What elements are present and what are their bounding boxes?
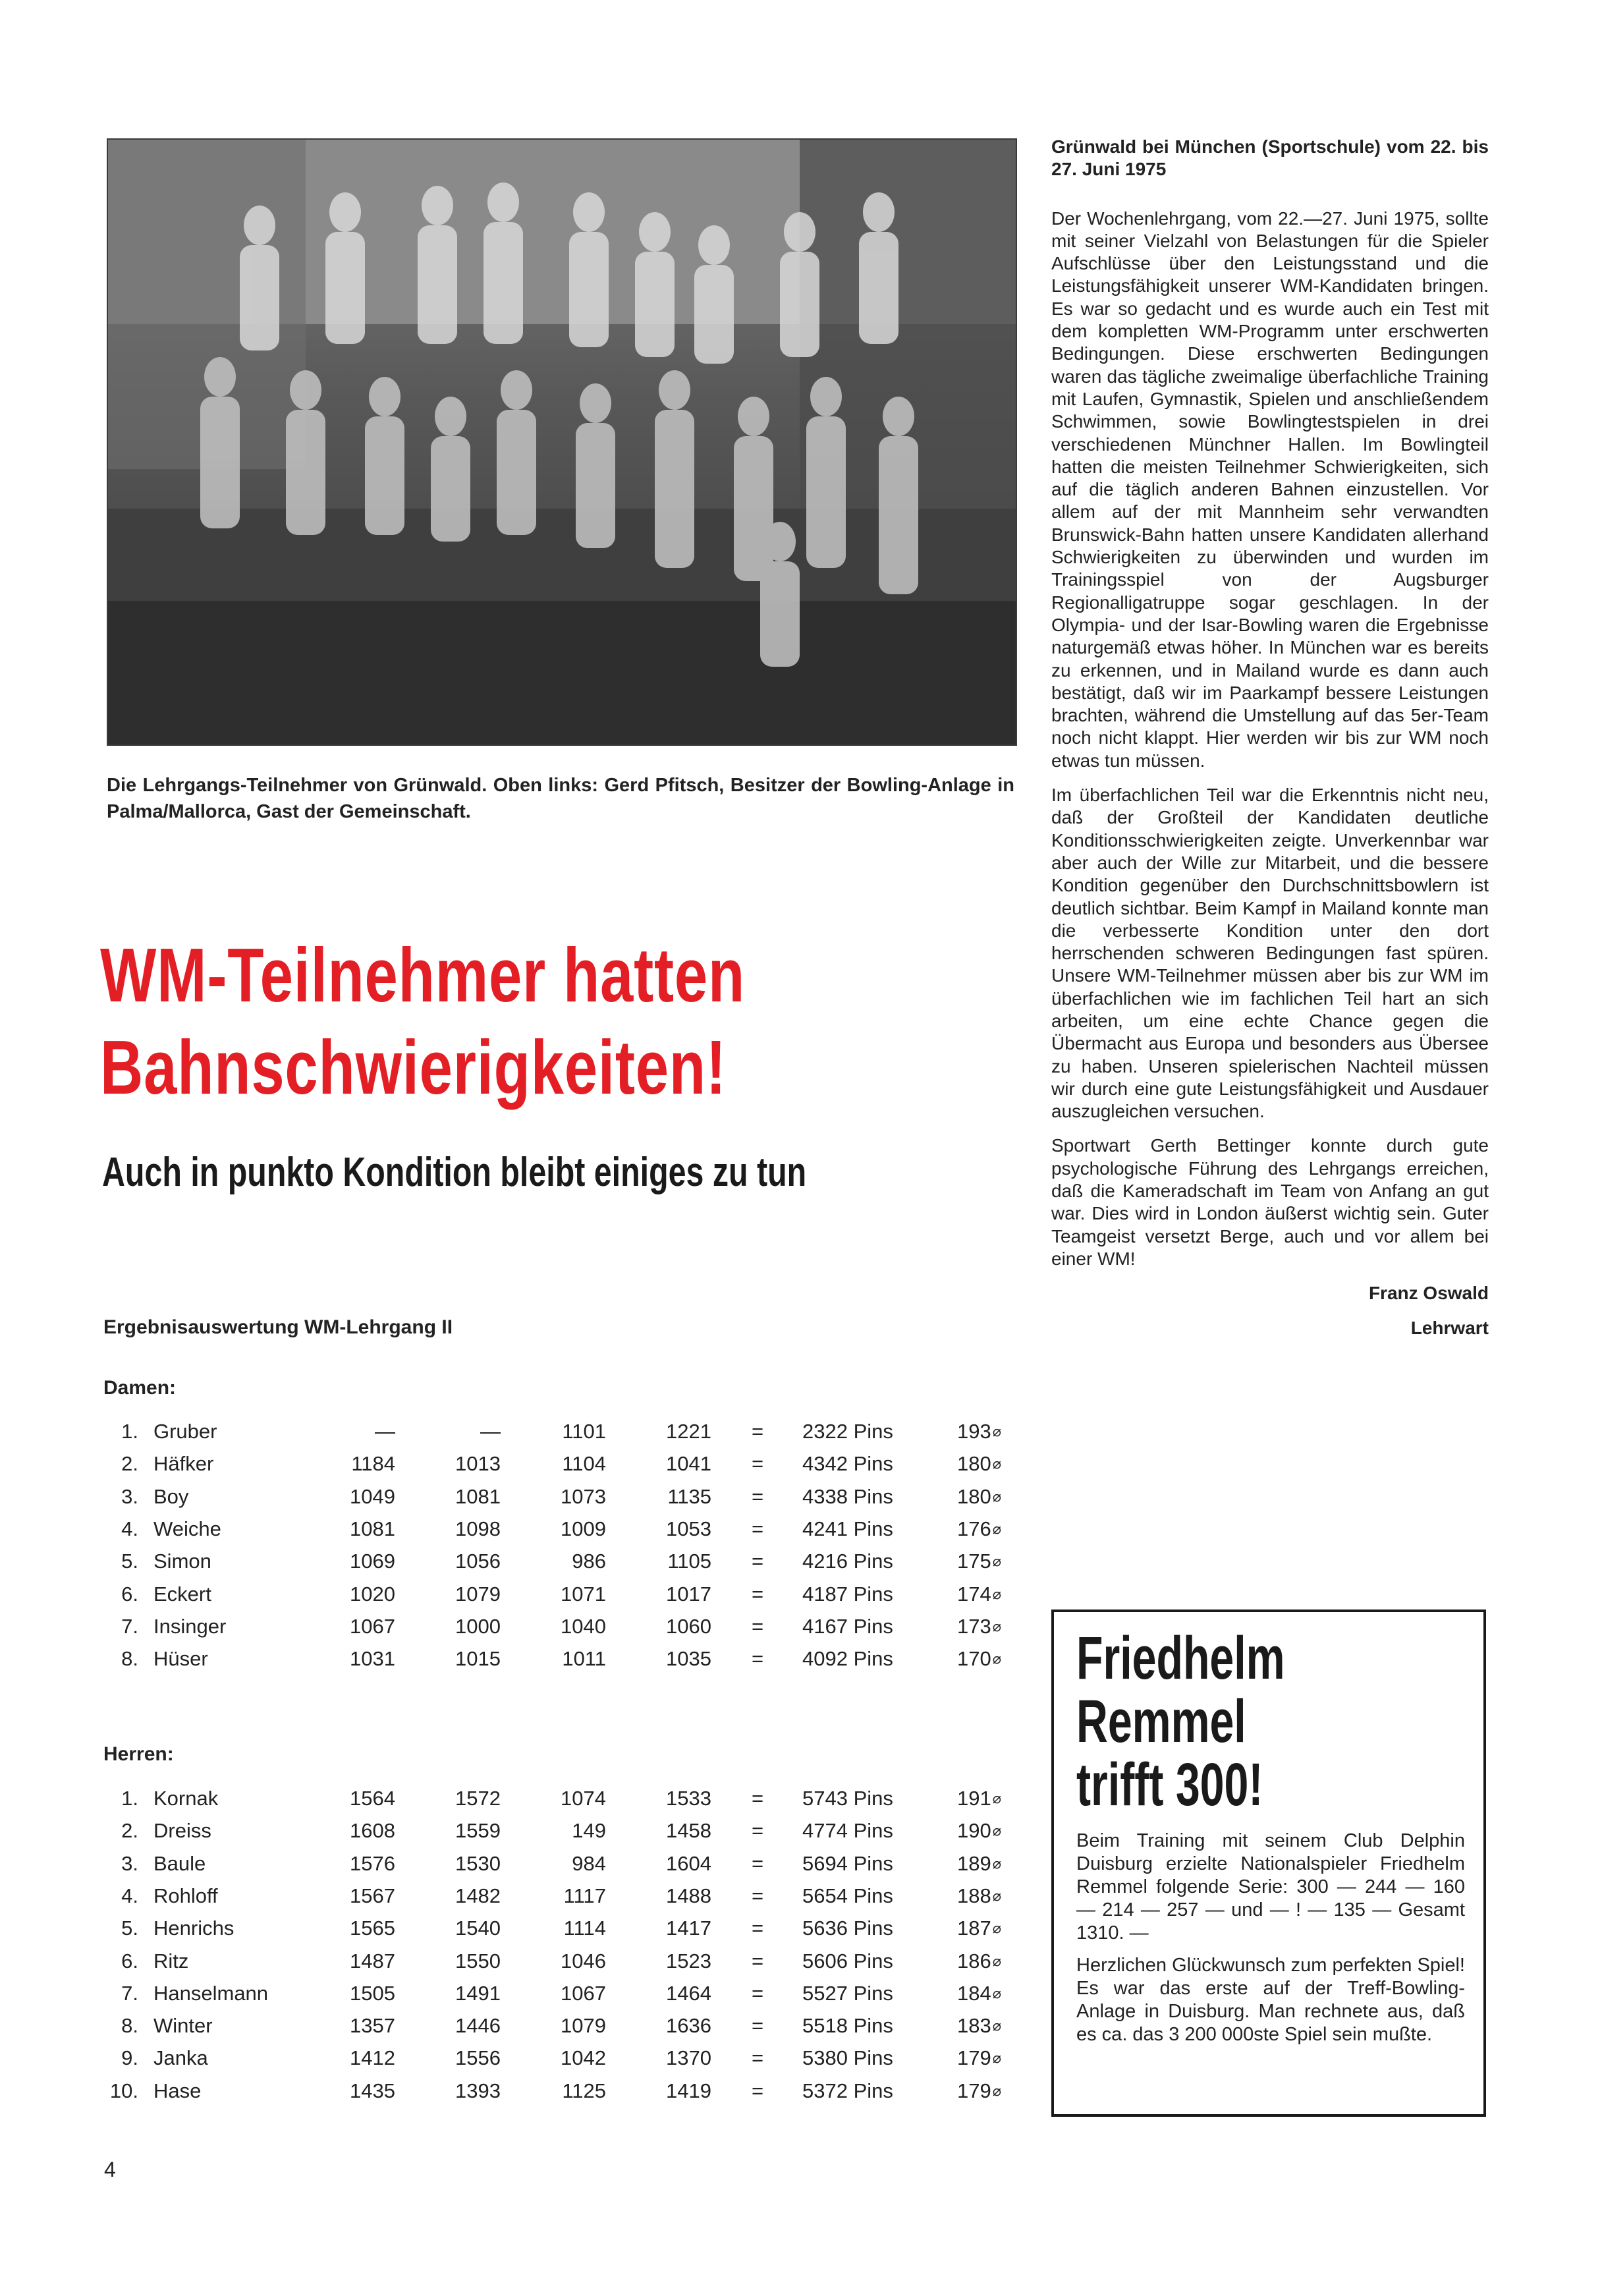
- cell-avg: [935, 1420, 1001, 1443]
- avg-value: 187: [957, 1917, 991, 1940]
- cell-r4: 1523: [666, 1949, 711, 1973]
- remmel-box: [1051, 1610, 1486, 2117]
- cell-r3: 1067: [561, 1981, 606, 2005]
- cell-eq: =: [751, 1787, 764, 1810]
- cell-r3: 1011: [562, 1647, 606, 1671]
- article-heading: Grünwald bei München (Sportschule) vom 22. bis 27. Juni 1975: [1051, 136, 1489, 180]
- cell-eq: =: [751, 1819, 764, 1843]
- cell-r4: 1221: [666, 1420, 711, 1443]
- cell-r4: 1035: [666, 1647, 711, 1671]
- cell-eq: =: [751, 2014, 764, 2038]
- cell-r4: 1636: [666, 2014, 711, 2038]
- cell-r2: 1013: [455, 1452, 501, 1476]
- cell-r3: 1117: [563, 1884, 606, 1907]
- cell-name: Janka: [153, 2046, 208, 2070]
- avg-value: 174: [957, 1582, 991, 1606]
- cell-r3: 1071: [561, 1582, 606, 1606]
- average-icon: ⌀: [992, 2017, 1001, 2034]
- cell-eq: =: [751, 1981, 764, 2005]
- cell-name: Hanselmann: [153, 1981, 269, 2005]
- cell-r3: 1101: [562, 1420, 606, 1443]
- cell-total: 5694 Pins: [802, 1851, 893, 1875]
- avg-value: 183: [957, 2014, 991, 2038]
- table-row: [0, 1819, 1028, 1851]
- cell-eq: =: [751, 2079, 764, 2102]
- cell-r3: 1104: [562, 1452, 606, 1476]
- cell-r1: 1564: [350, 1787, 395, 1810]
- cell-rank: 1.: [121, 1420, 138, 1443]
- avg-value: 190: [957, 1819, 991, 1843]
- cell-rank: 8.: [121, 1647, 138, 1671]
- cell-rank: 6.: [121, 1582, 138, 1606]
- group-photo: [107, 138, 1017, 746]
- cell-avg: [935, 1949, 1001, 1973]
- cell-total: 5654 Pins: [802, 1884, 893, 1907]
- cell-name: Ritz: [153, 1949, 189, 1973]
- cell-rank: 8.: [121, 2014, 138, 2038]
- cell-r2: 1491: [455, 1981, 501, 2005]
- cell-r1: 1031: [350, 1647, 395, 1671]
- cell-avg: [935, 1884, 1001, 1908]
- cell-r1: 1049: [350, 1484, 395, 1508]
- cell-total: 5606 Pins: [802, 1949, 893, 1973]
- cell-eq: =: [751, 1917, 764, 1940]
- cell-eq: =: [751, 1949, 764, 1973]
- average-icon: ⌀: [992, 1887, 1001, 1904]
- cell-r2: 1540: [455, 1917, 501, 1940]
- cell-name: Simon: [153, 1550, 211, 1573]
- cell-name: Winter: [153, 2014, 213, 2038]
- cell-avg: [935, 1615, 1001, 1638]
- average-icon: ⌀: [992, 1855, 1001, 1872]
- cell-eq: =: [751, 1452, 764, 1476]
- cell-r1: 1412: [350, 2046, 395, 2070]
- table-row: [0, 2079, 1028, 2112]
- average-icon: ⌀: [992, 1520, 1001, 1537]
- cell-eq: =: [751, 1550, 764, 1573]
- table-row: [0, 1787, 1028, 1819]
- cell-r2: 1556: [455, 2046, 501, 2070]
- cell-r2: 1572: [455, 1787, 501, 1810]
- cell-r1: 1435: [350, 2079, 395, 2102]
- cell-r1: 1576: [350, 1851, 395, 1875]
- group-photo-image: [108, 140, 1016, 744]
- box-title-line: trifft 300!: [1076, 1751, 1263, 1818]
- subheadline: Auch in punkto Kondition bleibt einiges zu tun: [102, 1150, 807, 1195]
- average-icon: ⌀: [992, 1790, 1001, 1806]
- cell-r4: 1533: [666, 1787, 711, 1810]
- cell-total: 5636 Pins: [802, 1917, 893, 1940]
- cell-r4: 1053: [666, 1517, 711, 1540]
- box-paragraph: Beim Training mit seinem Club Delphin Duisburg erzielte Nationalspieler Friedhelm Remmel folgende Serie: 300 — 244 — 160 — 214 — 257 — und — ! — 135 — Gesamt 1310. —: [1076, 1830, 1465, 1944]
- cell-r1: 1487: [350, 1949, 395, 1973]
- cell-total: 4338 Pins: [802, 1484, 893, 1508]
- cell-r1: 1567: [350, 1884, 395, 1907]
- cell-total: 4167 Pins: [802, 1614, 893, 1638]
- cell-rank: 2.: [121, 1452, 138, 1476]
- cell-avg: [935, 1819, 1001, 1843]
- avg-value: 184: [957, 1981, 991, 2005]
- cell-total: 4092 Pins: [802, 1647, 893, 1671]
- cell-r4: 1370: [666, 2046, 711, 2070]
- article: [1051, 136, 1489, 1351]
- cell-r2: 1015: [455, 1647, 501, 1671]
- cell-r3: 1009: [561, 1517, 606, 1540]
- cell-name: Henrichs: [153, 1917, 235, 1940]
- signature-role: Lehrwart: [1410, 1317, 1489, 1338]
- avg-value: 188: [957, 1884, 991, 1907]
- cell-name: Eckert: [153, 1582, 211, 1606]
- table-row: [0, 1615, 1028, 1647]
- box-body: [1076, 1830, 1465, 2056]
- avg-value: 179: [957, 2079, 991, 2102]
- cell-r3: 1114: [563, 1917, 606, 1940]
- avg-value: 176: [957, 1517, 991, 1540]
- cell-eq: =: [751, 1884, 764, 1907]
- cell-rank: 5.: [121, 1917, 138, 1940]
- cell-avg: [935, 1452, 1001, 1476]
- cell-rank: 4.: [121, 1517, 138, 1540]
- cell-total: 5743 Pins: [802, 1787, 893, 1810]
- cell-r4: 1458: [666, 1819, 711, 1843]
- cell-r4: 1464: [666, 1981, 711, 2005]
- avg-value: 193: [957, 1420, 991, 1443]
- herren-label: Herren:: [103, 1743, 174, 1765]
- page-number: 4: [104, 2158, 116, 2181]
- cell-r1: 1357: [350, 2014, 395, 2038]
- cell-r4: 1135: [667, 1484, 711, 1508]
- cell-eq: =: [751, 1517, 764, 1540]
- cell-r1: 1081: [350, 1517, 395, 1540]
- table-row: [0, 1982, 1028, 2014]
- average-icon: ⌀: [992, 1455, 1001, 1472]
- average-icon: ⌀: [992, 1553, 1001, 1570]
- average-icon: ⌀: [992, 1617, 1001, 1635]
- average-icon: ⌀: [992, 1650, 1001, 1667]
- cell-name: Hüser: [153, 1647, 208, 1671]
- cell-r3: 149: [572, 1819, 606, 1843]
- average-icon: ⌀: [992, 1423, 1001, 1440]
- cell-rank: 5.: [121, 1550, 138, 1573]
- box-paragraph: Herzlichen Glückwunsch zum perfekten Spiel! Es war das erste auf der Treff-Bowling-Anlage in Duisburg. Man rechnete aus, daß es ca. das 3 200 000ste Spiel sein mußte.: [1076, 1955, 1465, 2045]
- table-row: [0, 1517, 1028, 1550]
- cell-eq: =: [751, 1582, 764, 1606]
- cell-r2: 1081: [455, 1484, 501, 1508]
- cell-r1: —: [375, 1420, 395, 1443]
- cell-r3: 1079: [561, 2014, 606, 2038]
- cell-r1: 1067: [350, 1614, 395, 1638]
- cell-avg: [935, 1852, 1001, 1876]
- cell-total: 4187 Pins: [802, 1582, 893, 1606]
- table-row: [0, 2014, 1028, 2046]
- cell-r1: 1608: [350, 1819, 395, 1843]
- cell-r4: 1419: [666, 2079, 711, 2102]
- cell-name: Boy: [153, 1484, 189, 1508]
- photo-caption: Die Lehrgangs-Teilnehmer von Grünwald. Oben links: Gerd Pfitsch, Besitzer der Bowling-Anlage in Palma/Mallorca, Gast der Gemeinschaft.: [107, 775, 1014, 822]
- cell-r3: 1125: [562, 2079, 606, 2102]
- table-row: [0, 2046, 1028, 2079]
- cell-avg: [935, 1787, 1001, 1810]
- cell-name: Baule: [153, 1851, 206, 1875]
- cell-rank: 1.: [121, 1787, 138, 1810]
- cell-name: Gruber: [153, 1420, 217, 1443]
- table-row: [0, 1949, 1028, 1982]
- cell-eq: =: [751, 1647, 764, 1671]
- cell-total: 4216 Pins: [802, 1550, 893, 1573]
- avg-value: 173: [957, 1614, 991, 1638]
- avg-value: 175: [957, 1550, 991, 1573]
- cell-avg: [935, 1550, 1001, 1573]
- cell-r3: 1074: [561, 1787, 606, 1810]
- cell-r4: 1488: [666, 1884, 711, 1907]
- average-icon: ⌀: [992, 1952, 1001, 1969]
- cell-r2: 1000: [455, 1614, 501, 1638]
- avg-value: 180: [957, 1452, 991, 1476]
- cell-rank: 3.: [121, 1851, 138, 1875]
- cell-avg: [935, 2014, 1001, 2038]
- table-row: [0, 1420, 1028, 1452]
- cell-r2: 1446: [455, 2014, 501, 2038]
- cell-rank: 7.: [121, 1614, 138, 1638]
- cell-name: Insinger: [153, 1614, 227, 1638]
- cell-name: Hase: [153, 2079, 202, 2102]
- average-icon: ⌀: [992, 2050, 1001, 2067]
- average-icon: ⌀: [992, 2082, 1001, 2099]
- table-row: [0, 1917, 1028, 1949]
- cell-total: 2322 Pins: [802, 1420, 893, 1443]
- cell-rank: 3.: [121, 1484, 138, 1508]
- avg-value: 170: [957, 1647, 991, 1671]
- average-icon: ⌀: [992, 1488, 1001, 1505]
- cell-r3: 1046: [561, 1949, 606, 1973]
- cell-total: 4342 Pins: [802, 1452, 893, 1476]
- cell-name: Weiche: [153, 1517, 221, 1540]
- average-icon: ⌀: [992, 1822, 1001, 1839]
- cell-rank: 6.: [121, 1949, 138, 1973]
- cell-r1: 1069: [350, 1550, 395, 1573]
- cell-r4: 1604: [666, 1851, 711, 1875]
- table-row: [0, 1884, 1028, 1917]
- cell-r2: 1550: [455, 1949, 501, 1973]
- cell-eq: =: [751, 1420, 764, 1443]
- article-paragraph: Sportwart Gerth Bettinger konnte durch gute psychologische Führung des Lehrgangs erreichen, daß die Kameradschaft im Team von Anfang an gut war. Dies wird in London äußerst wichtig sein. Guter Teamgeist versetzt Berge, auch und vor allem bei einer WM!: [1051, 1135, 1489, 1269]
- box-title-line: Friedhelm: [1076, 1625, 1285, 1692]
- cell-r3: 986: [572, 1550, 606, 1573]
- table-row: [0, 1452, 1028, 1484]
- cell-total: 5380 Pins: [802, 2046, 893, 2070]
- article-paragraph: Im überfachlichen Teil war die Erkenntnis nicht neu, daß der Großteil der Kandidaten deutliche Konditionsschwierigkeiten zeigte. Unverkennbar war aber auch der Wille zur Mitarbeit, und die bessere Kondition gegenüber den Durchschnittsbowlern ist deutlich sichtbar. Beim Kampf in Mailand konnte man die verbesserte Kondition unter den dort herrschenden schweren Bedingungen fast spüren. Unsere WM-Teilnehmer müssen aber bis zur WM im überfachlichen wie im fachlichen Teil hart an sich arbeiten, um eine echte Chance gegen die Übermacht aus Europa und besonders aus Übersee zu haben. Unseren spielerischen Nachteil müssen wir durch eine gute Leistungsfähigkeit und Ausdauer auszugleichen versuchen.: [1051, 785, 1489, 1122]
- average-icon: ⌀: [992, 1984, 1001, 2002]
- cell-r1: 1184: [351, 1452, 395, 1476]
- article-paragraph: Der Wochenlehrgang, vom 22.—27. Juni 1975, sollte mit seiner Vielzahl von Belastungen für die Spieler Aufschlüsse über den Leistungsstand und die Leistungsfähigkeit unserer WM-Kandidaten bringen. Es war so gedacht und es wurde auch ein Test mit dem kompletten WM-Programm unter erschwerten Bedingungen. Diese erschwerten Bedingungen waren das tägliche zweimalige überfachliche Training mit Laufen, Gymnastik, Spielen und anschließendem Schwimmen, sowie Bowlingtestspielen in drei verschiedenen Münchner Hallen. Im Bowlingteil hatten die meisten Teilnehmer Schwierigkeiten, sich auf die täglich anderen Bahnen einzustellen. Vor allem auf der mit Mannheim sehr verwandten Brunswick-Bahn hatten unsere Kandidaten allerhand Schwierigkeiten zu überwinden und wurden im Trainingsspiel von der Augsburger Regionalligatruppe sogar geschlagen. In der Olympia- und der Isar-Bowling waren die Ergebnisse naturgemäß etwas höher. In München war es bereits zu erkennen, und in Mailand wurde es dann auch bestätigt, daß wir im Paarkampf bessere Leistungen brachten, während die Umstellung auf das 5er-Team noch nicht klappt. Hier werden wir bis zur WM noch etwas tun müssen.: [1051, 208, 1489, 771]
- table-row: [0, 1485, 1028, 1517]
- cell-name: Dreiss: [153, 1819, 211, 1843]
- cell-r4: 1105: [667, 1550, 711, 1573]
- headline-line-2: Bahnschwierigkeiten!: [100, 1024, 727, 1110]
- cell-avg: [935, 1582, 1001, 1606]
- cell-r3: 1042: [561, 2046, 606, 2070]
- cell-r1: 1505: [350, 1981, 395, 2005]
- cell-rank: 9.: [121, 2046, 138, 2070]
- cell-r2: 1056: [455, 1550, 501, 1573]
- cell-r3: 984: [572, 1851, 606, 1875]
- cell-r2: 1098: [455, 1517, 501, 1540]
- cell-r1: 1565: [350, 1917, 395, 1940]
- results-title: Ergebnisauswertung WM-Lehrgang II: [103, 1316, 453, 1338]
- cell-avg: [935, 1517, 1001, 1541]
- cell-name: Kornak: [153, 1787, 219, 1810]
- cell-avg: [935, 2079, 1001, 2103]
- cell-r2: 1079: [455, 1582, 501, 1606]
- avg-value: 186: [957, 1949, 991, 1973]
- cell-total: 5527 Pins: [802, 1981, 893, 2005]
- table-row: [0, 1647, 1028, 1679]
- signature-name: Franz Oswald: [1368, 1283, 1489, 1304]
- cell-total: 5518 Pins: [802, 2014, 893, 2038]
- cell-r4: 1060: [666, 1614, 711, 1638]
- cell-avg: [935, 1485, 1001, 1509]
- table-row: [0, 1582, 1028, 1615]
- box-title: [1076, 1627, 1408, 1816]
- table-row: [0, 1852, 1028, 1884]
- cell-r2: 1530: [455, 1851, 501, 1875]
- cell-r3: 1073: [561, 1484, 606, 1508]
- damen-label: Damen:: [103, 1377, 177, 1399]
- cell-r4: 1417: [666, 1917, 711, 1940]
- cell-eq: =: [751, 1484, 764, 1508]
- cell-eq: =: [751, 1614, 764, 1638]
- cell-rank: 10.: [109, 2079, 138, 2102]
- average-icon: ⌀: [992, 1920, 1001, 1937]
- avg-value: 191: [957, 1787, 991, 1810]
- cell-r2: 1393: [455, 2079, 501, 2102]
- avg-value: 180: [957, 1484, 991, 1508]
- cell-total: 4241 Pins: [802, 1517, 893, 1540]
- cell-r2: 1559: [455, 1819, 501, 1843]
- cell-name: Häfker: [153, 1452, 214, 1476]
- cell-r2: —: [480, 1420, 501, 1443]
- cell-avg: [935, 1647, 1001, 1671]
- box-title-line: Remmel: [1076, 1688, 1246, 1755]
- headline: [100, 929, 819, 1113]
- cell-name: Rohloff: [153, 1884, 218, 1907]
- cell-avg: [935, 1917, 1001, 1940]
- avg-value: 189: [957, 1851, 991, 1875]
- cell-r4: 1017: [666, 1582, 711, 1606]
- cell-r1: 1020: [350, 1582, 395, 1606]
- table-row: [0, 1550, 1028, 1582]
- cell-rank: 2.: [121, 1819, 138, 1843]
- cell-total: 5372 Pins: [802, 2079, 893, 2102]
- cell-r2: 1482: [455, 1884, 501, 1907]
- cell-avg: [935, 2046, 1001, 2070]
- cell-rank: 4.: [121, 1884, 138, 1907]
- average-icon: ⌀: [992, 1585, 1001, 1602]
- cell-eq: =: [751, 1851, 764, 1875]
- cell-total: 4774 Pins: [802, 1819, 893, 1843]
- avg-value: 179: [957, 2046, 991, 2070]
- cell-avg: [935, 1982, 1001, 2005]
- cell-eq: =: [751, 2046, 764, 2070]
- headline-line-1: WM-Teilnehmer hatten: [100, 932, 746, 1018]
- cell-r4: 1041: [666, 1452, 711, 1476]
- cell-rank: 7.: [121, 1981, 138, 2005]
- cell-r3: 1040: [561, 1614, 606, 1638]
